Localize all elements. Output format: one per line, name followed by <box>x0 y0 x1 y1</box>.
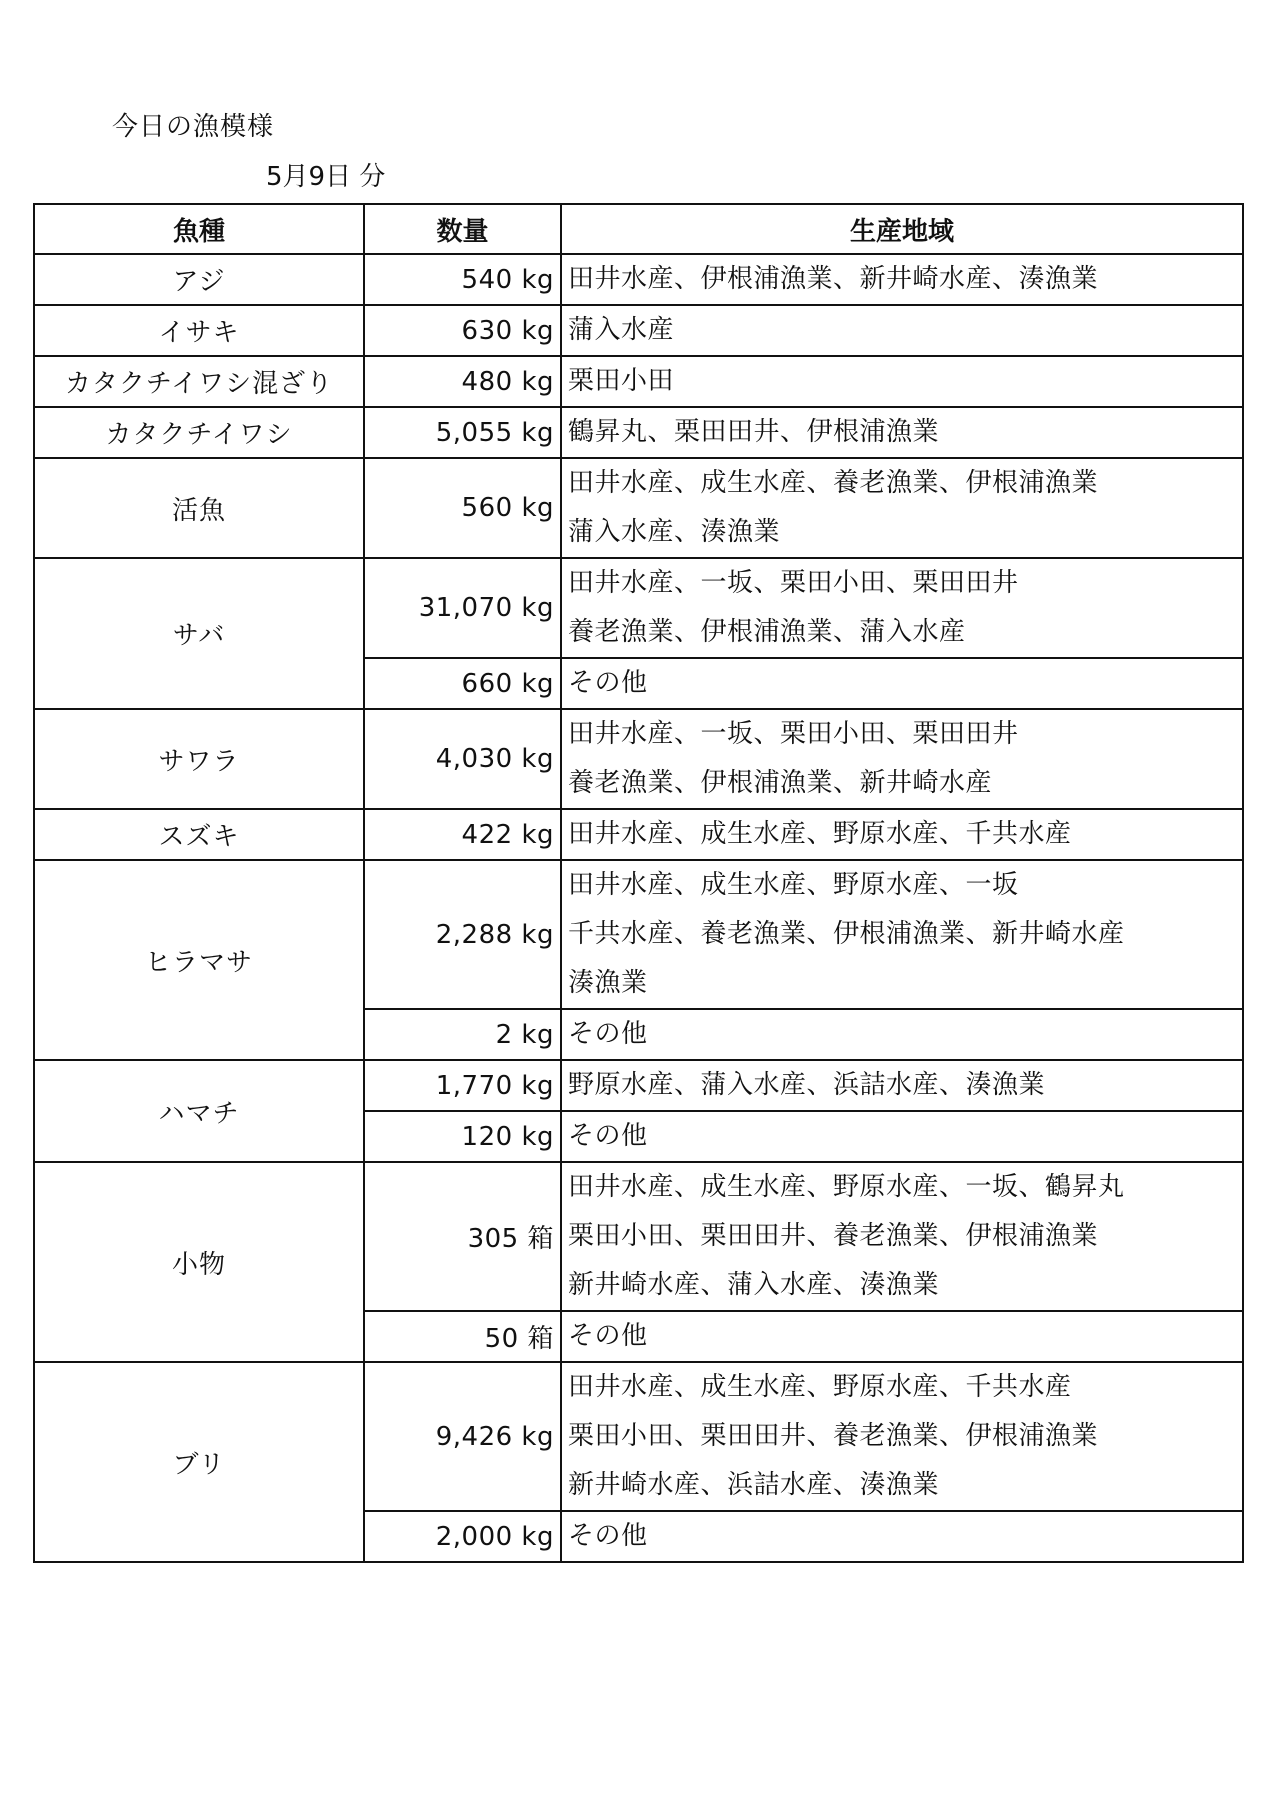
fish-species-cell: カタクチイワシ混ざり <box>34 356 364 407</box>
fish-species-cell: ブリ <box>34 1362 364 1562</box>
production-area-cell <box>561 1511 1243 1562</box>
production-area-line: 新井崎水産、蒲入水産、湊漁業 <box>568 1270 940 1300</box>
production-area-cell <box>561 709 1243 809</box>
table-row <box>34 1362 1243 1511</box>
production-area-line: その他 <box>568 1121 648 1151</box>
production-area-line: 田井水産、成生水産、野原水産、千共水産 <box>568 819 1072 849</box>
header-row <box>34 204 1243 254</box>
table-row <box>34 809 1243 860</box>
fish-species-cell: ヒラマサ <box>34 860 364 1060</box>
quantity-cell: 540 kg <box>364 254 561 305</box>
table-row <box>34 558 1243 658</box>
quantity-cell: 1,770 kg <box>364 1060 561 1111</box>
production-area-cell <box>561 407 1243 458</box>
production-area-line: 蒲入水産、湊漁業 <box>568 517 781 547</box>
production-area-line: 田井水産、成生水産、野原水産、千共水産 <box>568 1372 1072 1402</box>
quantity-cell: 560 kg <box>364 458 561 558</box>
production-area-cell <box>561 1311 1243 1362</box>
production-area-line: 田井水産、一坂、栗田小田、栗田田井 <box>568 719 1019 749</box>
quantity-cell: 305 箱 <box>364 1162 561 1311</box>
production-area-cell <box>561 860 1243 1009</box>
quantity-cell: 5,055 kg <box>364 407 561 458</box>
page-title: 今日の漁模様 <box>112 112 275 142</box>
table-row <box>34 254 1243 305</box>
production-area-cell <box>561 458 1243 558</box>
fish-species-cell: カタクチイワシ <box>34 407 364 458</box>
production-area-cell <box>561 1009 1243 1060</box>
quantity-cell: 422 kg <box>364 809 561 860</box>
production-area-line: 栗田小田、栗田田井、養老漁業、伊根浦漁業 <box>568 1221 1099 1251</box>
fish-species-cell: サバ <box>34 558 364 709</box>
header-quantity: 数量 <box>364 204 561 254</box>
production-area-line: 養老漁業、伊根浦漁業、蒲入水産 <box>568 617 966 647</box>
production-area-line: 野原水産、蒲入水産、浜詰水産、湊漁業 <box>568 1070 1046 1100</box>
production-area-line: 栗田小田、栗田田井、養老漁業、伊根浦漁業 <box>568 1421 1099 1451</box>
quantity-cell: 4,030 kg <box>364 709 561 809</box>
header-fish: 魚種 <box>34 204 364 254</box>
production-area-cell <box>561 305 1243 356</box>
production-area-line: 養老漁業、伊根浦漁業、新井崎水産 <box>568 768 993 798</box>
fish-species-cell: 活魚 <box>34 458 364 558</box>
table-row <box>34 1060 1243 1111</box>
table-row <box>34 356 1243 407</box>
production-area-line: その他 <box>568 1521 648 1551</box>
quantity-cell: 31,070 kg <box>364 558 561 658</box>
production-area-line: その他 <box>568 668 648 698</box>
fish-species-cell: イサキ <box>34 305 364 356</box>
fish-species-cell: アジ <box>34 254 364 305</box>
quantity-cell: 2 kg <box>364 1009 561 1060</box>
quantity-cell: 2,000 kg <box>364 1511 561 1562</box>
production-area-line: 田井水産、成生水産、養老漁業、伊根浦漁業 <box>568 468 1099 498</box>
production-area-line: 栗田小田 <box>568 366 675 396</box>
quantity-cell: 120 kg <box>364 1111 561 1162</box>
fish-species-cell: スズキ <box>34 809 364 860</box>
production-area-line: 蒲入水産 <box>568 315 675 345</box>
production-area-line: その他 <box>568 1019 648 1049</box>
production-area-cell <box>561 254 1243 305</box>
quantity-cell: 50 箱 <box>364 1311 561 1362</box>
production-area-line: 田井水産、伊根浦漁業、新井崎水産、湊漁業 <box>568 264 1099 294</box>
quantity-cell: 630 kg <box>364 305 561 356</box>
production-area-cell <box>561 356 1243 407</box>
production-area-line: 田井水産、成生水産、野原水産、一坂 <box>568 870 1019 900</box>
production-area-cell <box>561 1060 1243 1111</box>
table-row <box>34 1162 1243 1311</box>
catch-table <box>33 203 1244 1563</box>
table-row <box>34 709 1243 809</box>
production-area-line: 鶴昇丸、栗田田井、伊根浦漁業 <box>568 417 940 447</box>
production-area-cell <box>561 1162 1243 1311</box>
quantity-cell: 2,288 kg <box>364 860 561 1009</box>
table-body <box>34 254 1243 1562</box>
production-area-line: 千共水産、養老漁業、伊根浦漁業、新井崎水産 <box>568 919 1125 949</box>
production-area-line: その他 <box>568 1321 648 1351</box>
header-area: 生産地域 <box>561 204 1243 254</box>
quantity-cell: 660 kg <box>364 658 561 709</box>
production-area-cell <box>561 809 1243 860</box>
table-row <box>34 305 1243 356</box>
quantity-cell: 480 kg <box>364 356 561 407</box>
table-row <box>34 860 1243 1009</box>
report-date: 5月9日 分 <box>266 162 386 192</box>
production-area-cell <box>561 1111 1243 1162</box>
production-area-line: 田井水産、一坂、栗田小田、栗田田井 <box>568 568 1019 598</box>
production-area-line: 湊漁業 <box>568 968 648 998</box>
table-row <box>34 407 1243 458</box>
production-area-line: 新井崎水産、浜詰水産、湊漁業 <box>568 1470 940 1500</box>
quantity-cell: 9,426 kg <box>364 1362 561 1511</box>
production-area-line: 田井水産、成生水産、野原水産、一坂、鶴昇丸 <box>568 1172 1125 1202</box>
table-row <box>34 458 1243 558</box>
production-area-cell <box>561 1362 1243 1511</box>
fish-species-cell: サワラ <box>34 709 364 809</box>
fish-species-cell: ハマチ <box>34 1060 364 1162</box>
production-area-cell <box>561 658 1243 709</box>
production-area-cell <box>561 558 1243 658</box>
fish-species-cell: 小物 <box>34 1162 364 1362</box>
table-header <box>34 204 1243 254</box>
